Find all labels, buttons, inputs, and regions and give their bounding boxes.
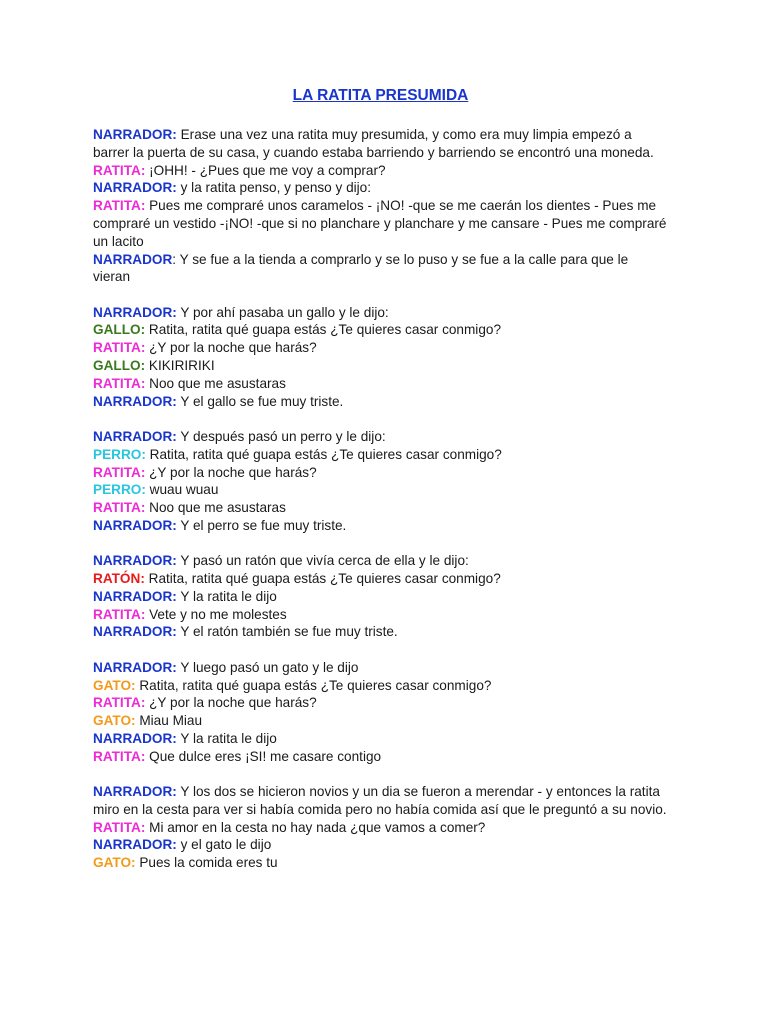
dialogue-text: ¡OHH! - ¿Pues que me voy a comprar?	[145, 162, 386, 178]
dialogue-line	[93, 304, 668, 322]
scene-1	[93, 126, 668, 286]
speaker-label: RATITA:	[93, 162, 146, 178]
dialogue-line	[93, 446, 668, 464]
dialogue-text: Y luego pasó un gato y le dijo	[176, 659, 359, 675]
scene-5	[93, 659, 668, 766]
dialogue-text: ¿Y por la noche que harás?	[145, 695, 317, 711]
dialogue-line	[93, 677, 668, 695]
dialogue-text: Ratita, ratita qué guapa estás ¿Te quieres casar conmigo?	[144, 571, 501, 587]
dialogue-text: Y la ratita le dijo	[176, 730, 277, 746]
dialogue-text: y la ratita penso, y penso y dijo:	[176, 180, 372, 196]
dialogue-line	[93, 854, 668, 872]
dialogue-line	[93, 162, 668, 180]
dialogue-line	[93, 552, 668, 570]
dialogue-text: KIKIRIRIKI	[145, 358, 215, 374]
dialogue-line	[93, 570, 668, 588]
dialogue-line	[93, 748, 668, 766]
dialogue-line	[93, 588, 668, 606]
dialogue-text: Mi amor en la cesta no hay nada ¿que vamos a comer?	[145, 819, 486, 835]
speaker-label: RATITA:	[93, 375, 146, 391]
dialogue-text: Ratita, ratita qué guapa estás ¿Te quieres casar conmigo?	[135, 677, 492, 693]
dialogue-line	[93, 126, 668, 162]
speaker-label: GATO:	[93, 855, 136, 871]
dialogue-line	[93, 836, 668, 854]
speaker-label: RATITA:	[93, 340, 146, 356]
dialogue-line	[93, 339, 668, 357]
dialogue-line	[93, 375, 668, 393]
speaker-label: RATÓN:	[93, 571, 145, 587]
dialogue-text: Y el ratón también se fue muy triste.	[176, 624, 398, 640]
dialogue-line	[93, 197, 668, 250]
dialogue-text: wuau wuau	[145, 482, 219, 498]
script-body	[93, 126, 668, 872]
document-title: LA RATITA PRESUMIDA	[292, 87, 469, 104]
speaker-label: NARRADOR:	[93, 588, 177, 604]
speaker-label: NARRADOR:	[93, 837, 177, 853]
dialogue-text: Pues me compraré unos caramelos - ¡NO! -que se me caerán los dientes - Pues me compraré un vestido -¡NO! -que si no planchare y planchare y me cansare - Pues me compraré un lacito	[93, 198, 667, 249]
dialogue-text: Ratita, ratita qué guapa estás ¿Te quieres casar conmigo?	[145, 322, 502, 338]
dialogue-text: : Y se fue a la tienda a comprarlo y se lo puso y se fue a la calle para que le vieran	[93, 251, 629, 285]
dialogue-text: y el gato le dijo	[176, 837, 272, 853]
speaker-label: NARRADOR:	[93, 624, 177, 640]
dialogue-line	[93, 464, 668, 482]
speaker-label: NARRADOR:	[93, 428, 177, 444]
dialogue-line	[93, 694, 668, 712]
speaker-label: NARRADOR:	[93, 553, 177, 569]
dialogue-line	[93, 251, 668, 287]
speaker-label: GATO:	[93, 677, 136, 693]
speaker-label: PERRO:	[93, 446, 146, 462]
dialogue-line	[93, 499, 668, 517]
speaker-label: NARRADOR:	[93, 393, 177, 409]
speaker-label: NARRADOR:	[93, 127, 177, 142]
speaker-label: RATITA:	[93, 606, 146, 622]
speaker-label: RATITA:	[93, 500, 146, 516]
dialogue-text: Y los dos se hicieron novios y un dia se fueron a merendar - y entonces la ratita miro en la cesta para ver si había comida pero no había comida así que le preguntó a su novio.	[93, 784, 667, 817]
speaker-label: NARRADOR:	[93, 730, 177, 746]
dialogue-text: Y el perro se fue muy triste.	[176, 517, 347, 533]
scene-4	[93, 552, 668, 641]
speaker-label: RATITA:	[93, 464, 146, 480]
dialogue-text: Y la ratita le dijo	[176, 588, 277, 604]
dialogue-text: Erase una vez una ratita muy presumida, y como era muy limpia empezó a barrer la puerta de su casa, y cuando estaba barriendo y barriendo se encontró una moneda.	[93, 127, 654, 160]
dialogue-text: Ratita, ratita qué guapa estás ¿Te quieres casar conmigo?	[145, 446, 502, 462]
dialogue-line	[93, 393, 668, 411]
speaker-label: RATITA:	[93, 198, 146, 214]
dialogue-line	[93, 517, 668, 535]
speaker-label: NARRADOR:	[93, 180, 177, 196]
scene-6	[93, 783, 668, 872]
scene-2	[93, 304, 668, 411]
speaker-label: PERRO:	[93, 482, 146, 498]
dialogue-line	[93, 179, 668, 197]
speaker-label: NARRADOR:	[93, 659, 177, 675]
speaker-label: NARRADOR:	[93, 517, 177, 533]
dialogue-text: Que dulce eres ¡SI! me casare contigo	[145, 748, 382, 764]
dialogue-text: Noo que me asustaras	[145, 500, 286, 516]
dialogue-line	[93, 659, 668, 677]
dialogue-line	[93, 623, 668, 641]
speaker-label: NARRADOR:	[93, 304, 177, 320]
speaker-label: NARRADOR	[93, 251, 173, 267]
speaker-label: RATITA:	[93, 748, 146, 764]
dialogue-line	[93, 730, 668, 748]
dialogue-text: Y pasó un ratón que vivía cerca de ella y le dijo:	[176, 553, 469, 569]
speaker-label: GALLO:	[93, 322, 146, 338]
dialogue-text: ¿Y por la noche que harás?	[145, 340, 317, 356]
speaker-label: GATO:	[93, 713, 136, 729]
dialogue-line	[93, 606, 668, 624]
dialogue-line	[93, 357, 668, 375]
dialogue-text: Y después pasó un perro y le dijo:	[176, 428, 386, 444]
dialogue-line	[93, 712, 668, 730]
dialogue-text: Y el gallo se fue muy triste.	[176, 393, 344, 409]
dialogue-text: ¿Y por la noche que harás?	[145, 464, 317, 480]
dialogue-text: Vete y no me molestes	[145, 606, 287, 622]
speaker-label: RATITA:	[93, 819, 146, 835]
dialogue-line	[93, 481, 668, 499]
dialogue-line	[93, 321, 668, 339]
scene-3	[93, 428, 668, 535]
speaker-label: RATITA:	[93, 695, 146, 711]
speaker-label: NARRADOR:	[93, 784, 177, 799]
dialogue-text: Y por ahí pasaba un gallo y le dijo:	[176, 304, 389, 320]
dialogue-line	[93, 428, 668, 446]
dialogue-text: Noo que me asustaras	[145, 375, 286, 391]
speaker-label: GALLO:	[93, 358, 146, 374]
dialogue-text: Miau Miau	[135, 713, 203, 729]
dialogue-line	[93, 819, 668, 837]
dialogue-line	[93, 783, 668, 819]
dialogue-text: Pues la comida eres tu	[135, 855, 278, 871]
